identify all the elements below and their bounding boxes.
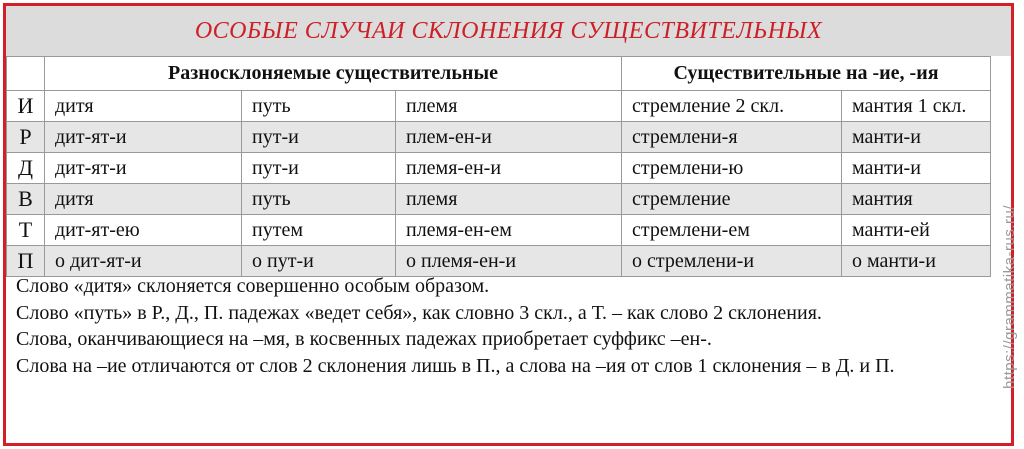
page-title: ОСОБЫЕ СЛУЧАИ СКЛОНЕНИЯ СУЩЕСТВИТЕЛЬНЫХ [194, 17, 823, 44]
table-cell: стремление 2 скл. [622, 91, 842, 122]
case-label: П [7, 246, 45, 277]
table-header-row [7, 57, 991, 91]
table-cell: дит-ят-и [45, 153, 242, 184]
table-cell: дит-ят-и [45, 122, 242, 153]
table-cell: манти-ей [842, 215, 991, 246]
note-text: Слова на –ие отличаются от слов 2 склонения лишь в П., а слова на –ия от слов 1 склонения – в Д. и П. [16, 354, 895, 377]
table-cell: путем [242, 215, 396, 246]
table-row [7, 246, 991, 277]
table-cell: дитя [45, 91, 242, 122]
site-watermark: https://grammatika-rus.ru/ [1001, 205, 1018, 389]
header-corner [7, 57, 45, 91]
case-label: В [7, 184, 45, 215]
case-label: Т [7, 215, 45, 246]
table-cell: о манти-и [842, 246, 991, 277]
table-cell: путь [242, 184, 396, 215]
title-bar [6, 6, 1011, 56]
note-text: Слово «путь» в Р., Д., П. падежах «ведет себя», как словно 3 скл., а Т. – как слово 2 склонения. [16, 301, 822, 324]
table-cell: манти-и [842, 122, 991, 153]
table-row [7, 153, 991, 184]
header-heteroclitic: Разносклоняемые существительные [45, 57, 622, 91]
table-cell: стремление [622, 184, 842, 215]
table-cell: путь [242, 91, 396, 122]
table-cell: дитя [45, 184, 242, 215]
table-cell: пут-и [242, 153, 396, 184]
table-cell: племя-ен-ем [396, 215, 622, 246]
note-text: Слово «дитя» склоняется совершенно особым образом. [16, 275, 490, 297]
table-cell: племя-ен-и [396, 153, 622, 184]
table-cell: манти-и [842, 153, 991, 184]
table-cell: о дит-ят-и [45, 246, 242, 277]
table-cell: о пут-и [242, 246, 396, 277]
case-label: И [7, 91, 45, 122]
case-label: Р [7, 122, 45, 153]
table-cell: о племя-ен-и [396, 246, 622, 277]
table-cell: стремлени-ю [622, 153, 842, 184]
table-cell: стремлени-я [622, 122, 842, 153]
case-label: Д [7, 153, 45, 184]
note-text: Слова, оканчивающиеся на –мя, в косвенных падежах приобретает суффикс –ен-. [16, 328, 712, 350]
table-cell: о стремлени-и [622, 246, 842, 277]
table-row [7, 184, 991, 215]
table-row [7, 91, 991, 122]
declension-table [6, 56, 991, 277]
table-row [7, 122, 991, 153]
table-cell: дит-ят-ею [45, 215, 242, 246]
table-cell: племя [396, 91, 622, 122]
table-cell: стремлени-ем [622, 215, 842, 246]
table-cell: пут-и [242, 122, 396, 153]
table-cell: мантия 1 скл. [842, 91, 991, 122]
table-row [7, 215, 991, 246]
header-ie-iya: Существительные на -ие, -ия [622, 57, 991, 91]
notes-block [16, 273, 976, 379]
table-cell: племя [396, 184, 622, 215]
table-cell: плем-ен-и [396, 122, 622, 153]
table-cell: мантия [842, 184, 991, 215]
